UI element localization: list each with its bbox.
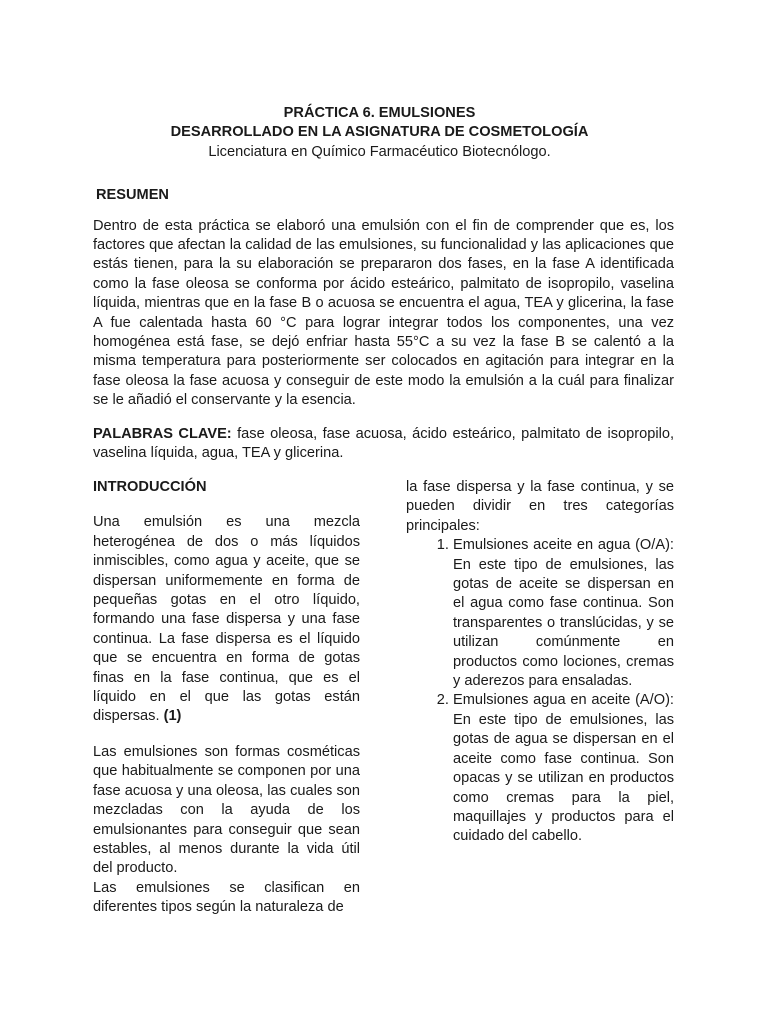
title-line-2: DESARROLLADO EN LA ASIGNATURA DE COSMETOLOGÍA [170, 124, 589, 141]
citation-ref: (1) [163, 708, 182, 725]
intro-paragraph-2: Las emulsiones son formas cosméticas que habitualmente se componen por una fase acuosa y una oleosa, las cuales son mezcladas con la ayuda de los emulsionantes para conseguir que sean estables, al menos durante la vida útil del producto. [93, 743, 360, 877]
keywords [93, 425, 674, 464]
keywords-label: PALABRAS CLAVE: [93, 425, 232, 442]
list-item: 1. Emulsiones aceite en agua (O/A): En este tipo de emulsiones, las gotas de aceite se dispersan en el agua como fase continua. Son transparentes o translúcidas, y se utilizan comúnmente en productos como lociones, cremas y aderezos para ensaladas. [453, 536, 674, 691]
document-header [85, 104, 674, 162]
intro-paragraph-1 [93, 513, 360, 726]
subtitle: Licenciatura en Químico Farmacéutico Biotecnólogo. [208, 143, 551, 160]
title-line-1: PRÁCTICA 6. EMULSIONES [283, 105, 476, 121]
intro-paragraph-3-continued: la fase dispersa y la fase continua, y se pueden dividir en tres categorías principales: [406, 479, 674, 534]
intro-paragraph-1-text: Una emulsión es una mezcla heterogénea de dos o más líquidos inmiscibles, como agua y aceite, que se dispersan uniformemente en forma de pequeñas gotas en el otro líquido, formando una fase dispersa y una fase continua. La fase dispersa es el líquido que se encuentra en forma de gotas finas en la fase continua, que es el líquido en el que las gotas están dispersas. [93, 514, 360, 725]
emulsion-types-list [406, 536, 674, 847]
resumen-section [93, 217, 674, 411]
document-page [93, 104, 674, 916]
intro-paragraph-3: Las emulsiones se clasifican en diferentes tipos según la naturaleza de [93, 879, 360, 916]
introduccion-heading: INTRODUCCIÓN [93, 479, 207, 495]
two-column-body [93, 478, 674, 928]
keywords-text: fase oleosa, fase acuosa, ácido esteárico, palmitato de isopropilo, vaselina líquida, agua, TEA y glicerina. [93, 425, 674, 462]
resumen-body: Dentro de esta práctica se elaboró una emulsión con el fin de comprender que es, los factores que afectan la calidad de las emulsiones, su funcionalidad y las aplicaciones que estás tienen, para la su elaboración se prepararon dos fases, en la fase A identificada como la fase oleosa se conforma por ácido esteárico, palmitato de isopropilo, vaselina líquida, mientras que en la fase B o acuosa se encuentra el agua, TEA y glicerina, la fase A fue calentada hasta 60 °C para lograr integrar todos los componentes, una vez homogénea está fase, se dejó enfriar hasta 55°C a su vez la fase B se calentó a la misma temperatura para posteriormente ser colocados en agitación para integrar en la fase oleosa la fase acuosa y conseguir de este modo la emulsión a la cuál para finalizar se le añadió el conservante y la esencia. [93, 217, 674, 409]
resumen-heading: RESUMEN [96, 187, 169, 204]
left-column [93, 478, 360, 918]
list-item: 2. Emulsiones agua en aceite (A/O): En este tipo de emulsiones, las gotas de agua se dispersan en el aceite como fase continua. Son opacas y se utilizan en productos como cremas para la piel, maquillajes y productos para el cuidado del cabello. [453, 691, 674, 846]
right-column [406, 478, 674, 847]
